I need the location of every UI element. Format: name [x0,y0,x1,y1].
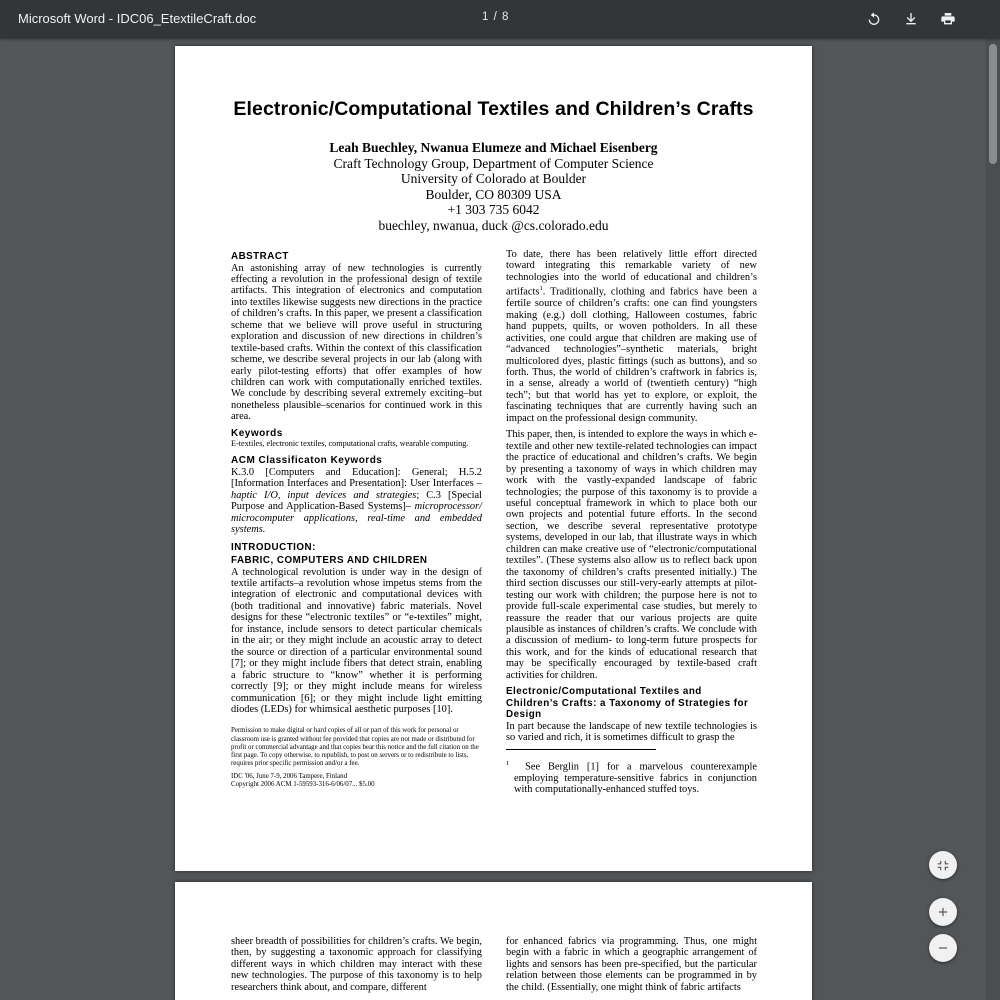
left-column [231,251,482,789]
abstract-heading: ABSTRACT [231,251,289,262]
affiliation-line: University of Colorado at Boulder [400,171,587,187]
download-button[interactable] [900,8,922,30]
footnote-text: See Berglin [1] for a marvelous counterexample employing temperature-sensitive fabrics in conjunction with computationally-enhanced stuffed toys. [514,761,757,796]
affiliation-line: buechley, nwanua, duck @cs.colorado.edu [378,217,609,233]
venue-line: IDC '06, June 7-9, 2006 Tampere, Finland [231,772,348,780]
keywords-heading: Keywords [231,427,283,439]
intro-subheading: FABRIC, COMPUTERS AND CHILDREN [231,555,428,567]
copyright-line: Copyright 2006 ACM 1-59593-316-6/06/07... $5.00 [231,780,375,788]
vertical-scrollbar[interactable] [986,38,1000,1000]
document-title: Microsoft Word - IDC06_EtextileCraft.doc [18,11,257,26]
acm-text-italic: microprocessor/ microcomputer applications, real-time and embedded systems. [231,501,482,536]
page2-left-column: sheer breadth of possibilities for children’s crafts. We begin, then, by suggesting a taxonomic approach for classifying different ways in which children may interact with these new technologies. The purpose of this taxonomy is to help researchers think about, and compare, different [231,936,482,993]
intro-text: A technological revolution is under way in the design of textile artifacts–a revolution whose impetus stems from the integration of electronic and computational devices with (both traditional and innovative) fabric materials. Novel designs for these “electronic textiles” or “e-textiles” might, for instance, include sensors to detect particular chemicals in the air; or they might include an acoustic array to detect the source or direction of a particular environmental sound [7]; or they might include fibers that detect strain, enabling a fabric structure to “know” whether it is performing correctly [9]; or they might include means for wireless communication [6]; or they might include light emitting diodes (LEDs) for whimsical aesthetic purposes [10]. [231,566,482,715]
venue-info [231,773,482,789]
zoom-out-button[interactable] [929,934,957,962]
acm-text-part: K.3.0 [Computers and Education]: General; H.5.2 [Information Interfaces and Presentation]: User Interfaces – [231,466,482,490]
author-block [175,140,812,234]
body-text: . Traditionally, clothing and fabrics have been a fertile source of children’s crafts: one can find youngsters making (e.g.) doll clothing, Halloween costumes, fabric hand puppets, quilts, or woven potholders. In all these activities, one could argue that children are making use of “advanced technologies”–synthetic materials, bright multicolored dyes, plastic fittings (such as buttons), and so forth. Thus, the world of children’s craftwork in fabrics is, in a sense, already a world of (twentieth century) “high tech”; but that world has yet to explore, or exploit, the fascinating techniques that are currently having such an impact on the professional design community. [506,286,757,424]
affiliation-line: Boulder, CO 80309 USA [425,186,562,202]
acm-heading: ACM Classificaton Keywords [231,455,383,467]
intro-heading: INTRODUCTION: [231,541,316,553]
minus-icon [936,941,950,955]
zoom-in-button[interactable] [929,898,957,926]
body-paragraph [506,249,757,424]
fit-page-icon [936,858,950,872]
paper-title: Electronic/Computational Textiles and Children’s Crafts [233,98,754,120]
viewer-toolbar [0,0,1000,38]
document-viewer[interactable] [0,38,1000,1000]
abstract-text: An astonishing array of new technologies is currently effecting a revolution in the professional design of textile artifacts. This integration of electronics and computation into textiles likewise suggests new directions in the practice of children’s crafts. In this paper, we present a classification scheme that we believe will prove useful in structuring exploration and discussion of new directions in children’s textile-based crafts. Within the context of this classification scheme, we describe several projects in our lab (along with early pilot-testing efforts) that offer examples of how children can work with computationally enriched textiles. We conclude by describing several extremely exciting–but nonetheless plausible–scenarios for continued work in this area. [231,262,482,423]
footnote-divider [506,749,656,750]
body-text: To date, there has been relatively little effort directed toward integrating this remarkable variety of new technologies into the world of educational and children’s artifacts [506,249,757,298]
print-icon [940,11,956,27]
affiliation-line: +1 303 735 6042 [447,202,540,218]
keywords-text: E-textiles, electronic textiles, computational crafts, wearable computing. [231,439,469,449]
download-icon [903,11,919,27]
acm-text-italic: haptic I/O, input devices and strategies [231,489,417,501]
permission-notice: Permission to make digital or hard copies of all or part of this work for personal or classroom use is granted without fee provided that copies are not made or distributed for profit or commercial advantage and that copies bear this notice and the full citation on the first page. To copy otherwise, to republish, to post on servers or to redistribute to lists, requires prior specific permission and/or a fee. [231,727,479,767]
right-column [506,249,757,795]
body-paragraph: This paper, then, is intended to explore the ways in which e-textile and other new textile-related technologies can impact the practice of educational and children’s crafts. We begin by presenting a taxonomy of ways in which children may work with the vastly-expanded landscape of fabric technologies; the purpose of this taxonomy is to provide a useful conceptual framework in which to place both our own projects and potential future efforts. In the second section, we describe several representative prototype systems, developed in our lab, that illustrate ways in which children can make creative use of “electronic/computational textiles”. (These systems also allow us to reflect back upon the taxonomy of children’s crafts presented initially.) The third section discusses our still-very-early attempts at pilot-testing our work with children; the purpose here is not to provide full-scale experimental case studies, but merely to reassure the reader that our various projects are quite plausible as instances of children’s crafts. We conclude with a discussion of medium- to long-term future prospects for this work, and for the kinds of educational research that may be specifically encouraged by textile-based craft activities for children. [506,429,757,681]
print-button[interactable] [937,8,959,30]
section-heading: Electronic/Computational Textiles and Children’s Crafts: a Taxonomy of Strategies for Design [506,686,749,721]
body-paragraph: In part because the landscape of new textile technologies is so varied and rich, it is sometimes difficult to grasp the [506,720,757,744]
acm-text-part: ; C.3 [Special Purpose and Application-Based Systems]– [231,489,482,513]
footnote-number: 1 [506,759,510,767]
acm-keywords-text [231,467,482,536]
page2-right-column: for enhanced fabrics via programming. Thus, one might begin with a fabric in which a geographic arrangement of lights and sensors has been pre-specified, but the particular relation between those elements can be programmed in by the child. (Essentially, one might think of fabric artifacts [506,936,757,993]
affiliation-line: Craft Technology Group, Department of Computer Science [333,155,654,171]
footnote-mark: 1 [539,285,543,293]
pdf-page-2 [175,882,812,1000]
author-names: Leah Buechley, Nwanua Elumeze and Michael Eisenberg [329,140,658,155]
fit-page-button[interactable] [929,851,957,879]
page-indicator[interactable]: 1 / 8 [482,11,510,23]
rotate-button[interactable] [863,8,885,30]
plus-icon [936,905,950,919]
rotate-icon [866,11,882,27]
scrollbar-thumb[interactable] [989,44,997,164]
footnote [506,758,757,796]
pdf-page-1 [175,46,812,871]
